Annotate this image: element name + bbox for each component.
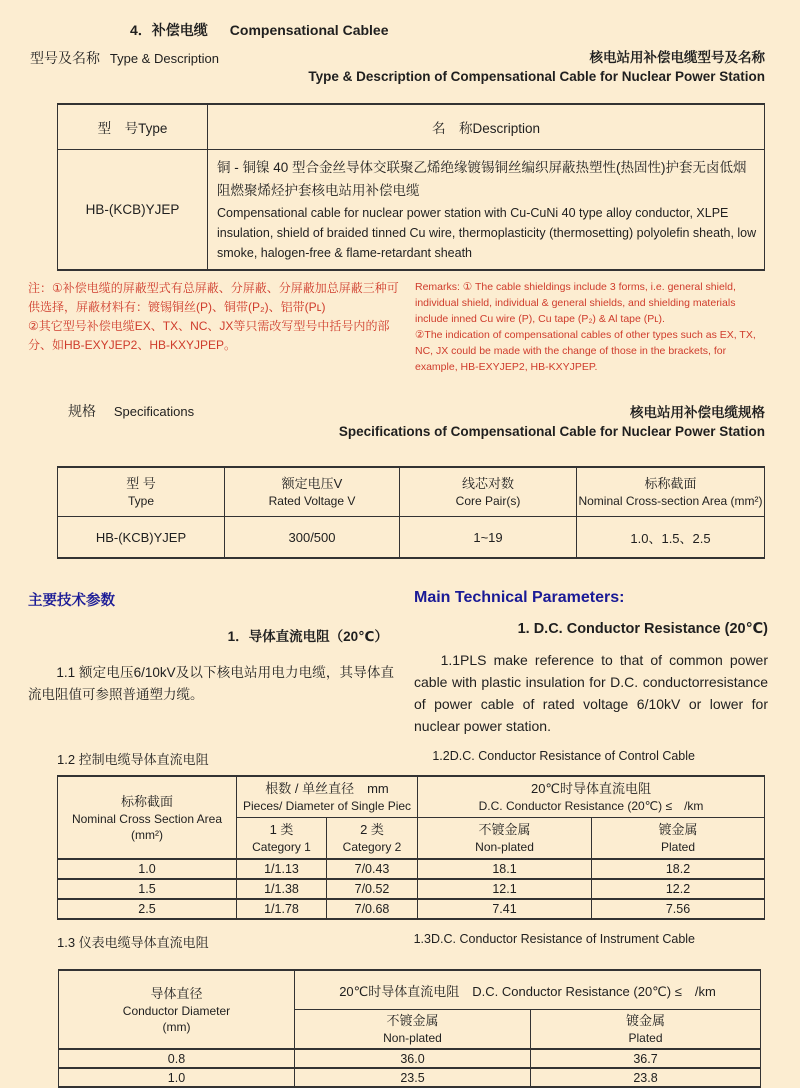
control-cell: 1.0 [58, 859, 237, 879]
description-zh: 铜 - 铜镍 40 型合金丝导体交联聚乙烯绝缘镀锡铜丝编织屏蔽热塑性(热固性)护套无卤低烟阻燃聚烯烃护套核电站用补偿电缆 [217, 160, 747, 198]
instrument-header-resistance-group: 20℃时导体直流电阻 D.C. Conductor Resistance (20℃) ≤ /km [295, 970, 761, 1010]
instrument-header-diameter-en: Conductor Diameter [122, 1003, 231, 1018]
instrument-caption-zh: 1.3 仪表电缆导体直流电阻 [57, 935, 209, 950]
params-left-column [28, 589, 394, 737]
spec-header-type-en: Type [127, 494, 154, 508]
control-header-cat1 [237, 818, 327, 860]
control-cell: 7/0.43 [327, 859, 418, 879]
control-data-row [58, 859, 765, 879]
instrument-cell: 23.8 [531, 1068, 761, 1087]
control-data-row [58, 899, 765, 919]
params-para-en: 1.1PLS make reference to that of common power cable with plastic insulation for D.C. conductorresistance of power cable of rated voltage 6/10kV or lower for nuclear power station. [414, 652, 768, 734]
params-block [28, 589, 768, 737]
spec-section-label [68, 401, 194, 421]
control-cell: 7.56 [592, 899, 765, 919]
instrument-header-diameter-unit: (mm) [162, 1019, 191, 1034]
spec-header-voltage-zh: 额定电压V [281, 476, 343, 491]
params-sub1-en: 1. D.C. Conductor Resistance (20℃) [517, 621, 768, 637]
control-header-row1 [58, 776, 765, 818]
instrument-data-row [59, 1049, 761, 1068]
control-header-cat2-en: Category 2 [342, 840, 402, 854]
type-section-right-titles [308, 46, 765, 84]
spec-table-data-row [58, 517, 765, 559]
spec-section-right-title-en: Specifications of Compensational Cable for Nuclear Power Station [338, 424, 765, 439]
spec-header-area-zh: 标称截面 [644, 476, 697, 491]
instrument-cell: 0.8 [59, 1049, 295, 1068]
type-value: HB-(KCB)YJEP [58, 150, 208, 271]
control-cell: 1/1.78 [237, 899, 327, 919]
control-header-plated [592, 818, 765, 860]
control-cell: 7/0.68 [327, 899, 418, 919]
spec-cell-voltage: 300/500 [225, 517, 400, 559]
type-section-header [30, 46, 765, 84]
params-heading-zh: 主要技术参数 [28, 593, 115, 609]
control-cell: 7.41 [418, 899, 592, 919]
instrument-header-plated-en: Plated [628, 1031, 663, 1045]
spec-header-type [58, 467, 225, 517]
spec-header-corepairs [400, 467, 577, 517]
type-section-label-en: Type & Description [109, 51, 219, 66]
instrument-header-nonplated-zh: 不镀金属 [386, 1013, 439, 1028]
control-header-pieces-zh: 根数 / 单丝直径 mm [265, 781, 389, 796]
spec-section-right-title-zh: 核电站用补偿电缆规格 [630, 405, 765, 420]
type-table-header-description: 名 称Description [208, 104, 765, 150]
type-table-header-row [58, 104, 765, 150]
spec-header-corepairs-en: Core Pair(s) [455, 494, 521, 508]
control-header-area-zh: 标称截面 [120, 793, 173, 809]
instrument-header-plated-zh: 镀金属 [625, 1013, 665, 1028]
control-header-nonplated-en: Non-plated [475, 840, 534, 854]
note-en-line1: Remarks: ① The cable shieldings include 3 forms, i.e. general shield, individual shield, individual & general shields, and shielding materials include inned Cu wire (P), Cu tape (P₂) & Al tape (Pʟ). [415, 281, 736, 325]
control-cell: 12.1 [418, 879, 592, 899]
description-en: Compensational cable for nuclear power station with Cu-CuNi 40 type alloy conductor, XLPE insulation, shield of braided tinned Cu wire, thermoplasticity (thermosetting) polyolefin sheath, low smoke, halogen-free & flame-retardant sheath [217, 206, 757, 260]
control-header-area-en: Nominal Cross Section Area [71, 811, 223, 826]
spec-section-label-en: Specifications [113, 404, 195, 419]
instrument-header-diameter [59, 970, 295, 1049]
control-header-cat1-en: Category 1 [252, 840, 311, 854]
params-para-zh: 1.1 额定电压6/10kV及以下核电站用电力电缆，其导体直流电阻值可参照普通塑力缆。 [28, 665, 394, 702]
spec-header-voltage [225, 467, 400, 517]
control-header-plated-en: Plated [660, 840, 696, 854]
type-table-header-type: 型 号Type [58, 104, 208, 150]
note-en [415, 279, 768, 375]
instrument-cell: 1.0 [59, 1068, 295, 1087]
spec-section-label-zh: 规格 [68, 403, 96, 419]
control-header-plated-zh: 镀金属 [658, 822, 698, 837]
note-zh [28, 279, 402, 375]
params-heading-en: Main Technical Parameters: [414, 589, 625, 606]
spec-cell-type: HB-(KCB)YJEP [58, 517, 225, 559]
type-section-right-title-en: Type & Description of Compensational Cable for Nuclear Power Station [308, 69, 765, 84]
instrument-header-nonplated-en: Non-plated [383, 1031, 442, 1045]
control-header-resistance-en: D.C. Conductor Resistance (20℃) ≤ /km [478, 799, 704, 813]
note-zh-line1: 注：①补偿电缆的屏蔽型式有总屏蔽、分屏蔽、分屏蔽加总屏蔽三种可供选择，屏蔽材料有：镀锡铜丝(P)、铜带(P₂)、铝带(Pʟ) [28, 281, 399, 314]
spec-header-corepairs-zh: 线芯对数 [461, 476, 514, 491]
control-data-row [58, 879, 765, 899]
control-resistance-table [57, 775, 765, 920]
instrument-cell: 36.0 [295, 1049, 531, 1068]
note-zh-line2: ②其它型号补偿电缆EX、TX、NC、JX等只需改写型号中括号内的部分、如HB-EXYJEP2、HB-KXYJPEP。 [28, 319, 390, 352]
spec-table-header-row [58, 467, 765, 517]
catalog-page [0, 20, 800, 1085]
spec-section-header [68, 401, 765, 439]
control-header-nonplated [418, 818, 592, 860]
control-header-pieces-en: Pieces/ Diameter of Single Piec [242, 799, 412, 813]
spec-header-voltage-en: Rated Voltage V [268, 494, 356, 508]
page-title-en: Compensational Cablee [229, 22, 389, 38]
spec-cell-corepairs: 1~19 [400, 517, 577, 559]
notes-block [28, 279, 768, 375]
instrument-header-nonplated [295, 1010, 531, 1050]
control-cell: 18.2 [592, 859, 765, 879]
instrument-header-plated [531, 1010, 761, 1050]
control-cell: 1/1.38 [237, 879, 327, 899]
control-caption-row [57, 749, 800, 768]
note-en-line2: ②The indication of compensational cables of other types such as EX, TX, NC, JX could be made with the change of those in the brackets, for example, HB-EXYJEP2, HB-KXYJPEP. [415, 329, 756, 373]
control-caption-en: 1.2D.C. Conductor Resistance of Control Cable [432, 749, 695, 763]
control-caption-zh: 1.2 控制电缆导体直流电阻 [57, 752, 209, 767]
spec-header-type-zh: 型 号 [126, 476, 156, 491]
page-title-zh: 4．补偿电缆 [130, 22, 208, 38]
control-cell: 2.5 [58, 899, 237, 919]
type-section-label-zh: 型号及名称 [30, 50, 100, 66]
type-table-row [58, 150, 765, 271]
control-header-resistance-zh: 20℃时导体直流电阻 [530, 781, 652, 796]
control-cell: 12.2 [592, 879, 765, 899]
control-cell: 18.1 [418, 859, 592, 879]
description-cell [208, 150, 765, 271]
params-right-column [414, 589, 768, 737]
control-header-area-unit: (mm²) [131, 827, 163, 842]
spec-section-right-titles [339, 401, 765, 439]
page-title [130, 20, 800, 40]
instrument-header-row1 [59, 970, 761, 1010]
instrument-cell: 23.5 [295, 1068, 531, 1087]
params-sub1-zh: 1．导体直流电阻（20℃） [227, 629, 388, 644]
control-cell: 1/1.13 [237, 859, 327, 879]
control-header-area [58, 776, 237, 859]
instrument-caption-row [57, 932, 800, 951]
spec-cell-area: 1.0、1.5、2.5 [577, 517, 765, 559]
instrument-cell: 36.7 [531, 1049, 761, 1068]
instrument-header-diameter-zh: 导体直径 [150, 985, 203, 1001]
type-description-table [57, 103, 765, 271]
control-header-cat2 [327, 818, 418, 860]
type-section-right-title-zh: 核电站用补偿电缆型号及名称 [589, 50, 765, 65]
control-cell: 1.5 [58, 879, 237, 899]
instrument-resistance-table [58, 969, 761, 1088]
control-header-resistance-group [418, 776, 765, 818]
specifications-table [57, 466, 765, 559]
spec-header-area-en: Nominal Cross-section Area (mm²) [578, 494, 763, 508]
control-header-cat1-zh: 1 类 [269, 822, 294, 837]
type-section-label [30, 46, 219, 68]
instrument-caption-en: 1.3D.C. Conductor Resistance of Instrument Cable [413, 932, 695, 946]
spec-header-area [577, 467, 765, 517]
control-header-nonplated-zh: 不镀金属 [478, 822, 531, 837]
control-header-cat2-zh: 2 类 [360, 822, 384, 837]
instrument-data-row [59, 1068, 761, 1087]
control-cell: 7/0.52 [327, 879, 418, 899]
control-header-pieces-group [237, 776, 418, 818]
